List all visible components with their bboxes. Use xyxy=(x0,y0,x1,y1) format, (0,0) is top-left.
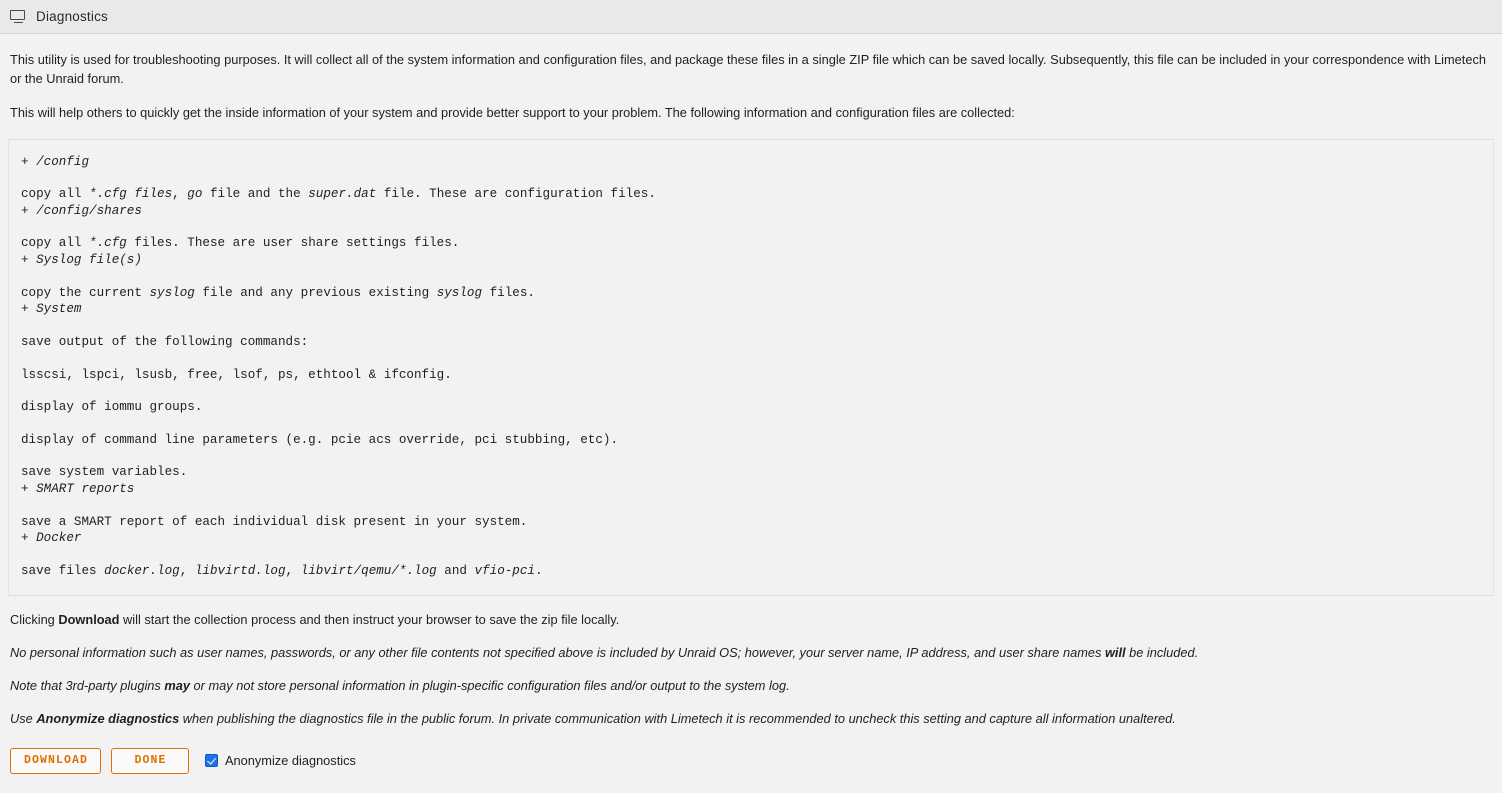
page-title: Diagnostics xyxy=(36,9,108,24)
section-system-header: + System xyxy=(21,302,82,317)
download-note: Clicking Download will start the collection process and then instruct your browser to save the zip file locally. xyxy=(10,612,620,628)
monitor-icon xyxy=(10,10,27,24)
section-docker-header: + Docker xyxy=(21,531,82,546)
plugins-note: Note that 3rd-party plugins may or may not store personal information in plugin-specific configuration files and/or output to the system log. xyxy=(10,678,790,694)
anonymize-diagnostics-checkbox[interactable] xyxy=(205,754,218,767)
anonymize-diagnostics-label: Anonymize diagnostics xyxy=(225,753,356,769)
collected-files-panel xyxy=(8,139,1494,597)
section-system-line-5: save system variables. xyxy=(21,465,188,480)
anonymize-note: Use Anonymize diagnostics when publishing the diagnostics file in the public forum. In private communication with Limetech it is recommended to uncheck this setting and capture all information unaltered. xyxy=(10,711,1176,727)
window-titlebar xyxy=(0,0,1502,34)
section-smart-line-1: save a SMART report of each individual disk present in your system. xyxy=(21,514,528,529)
section-syslog-line-1: copy the current syslog file and any previous existing syslog files. xyxy=(21,285,535,300)
section-syslog-header: + Syslog file(s) xyxy=(21,253,142,268)
section-smart-header: + SMART reports xyxy=(21,481,135,496)
section-config-header: + /config xyxy=(21,154,90,169)
action-bar xyxy=(8,748,1494,784)
download-button[interactable]: DOWNLOAD xyxy=(10,748,101,774)
anonymize-diagnostics-checkbox-wrap[interactable] xyxy=(205,753,356,768)
section-docker-line-1: save files docker.log, libvirtd.log, libvirt/qemu/*.log and vfio-pci. xyxy=(21,563,543,578)
section-config-shares-header: + /config/shares xyxy=(21,203,142,218)
section-config-line-1: copy all *.cfg files, go file and the super.dat file. These are configuration files. xyxy=(21,187,656,202)
section-system-line-4: display of command line parameters (e.g. pcie acs override, pci stubbing, etc). xyxy=(21,432,619,447)
privacy-note: No personal information such as user names, passwords, or any other file contents not specified above is included by Unraid OS; however, your server name, IP address, and user share names will be included. xyxy=(10,645,1199,661)
section-config-shares-line-1: copy all *.cfg files. These are user share settings files. xyxy=(21,236,460,251)
section-system-line-3: display of iommu groups. xyxy=(21,400,203,415)
section-system-line-1: save output of the following commands: xyxy=(21,334,309,349)
intro-paragraph-2: This will help others to quickly get the inside information of your system and provide better support to your problem. The following information and configuration files are collected: xyxy=(10,105,1015,121)
section-system-line-2: lsscsi, lspci, lsusb, free, lsof, ps, ethtool & ifconfig. xyxy=(21,367,452,382)
main-content xyxy=(0,51,1502,784)
intro-paragraph-1: This utility is used for troubleshooting purposes. It will collect all of the system information and configuration files, and package these files in a single ZIP file which can be saved locally. Subsequently, this file can be included in your correspondence with Limetech or the Unraid forum. xyxy=(10,52,1486,86)
done-button[interactable]: DONE xyxy=(111,748,189,774)
